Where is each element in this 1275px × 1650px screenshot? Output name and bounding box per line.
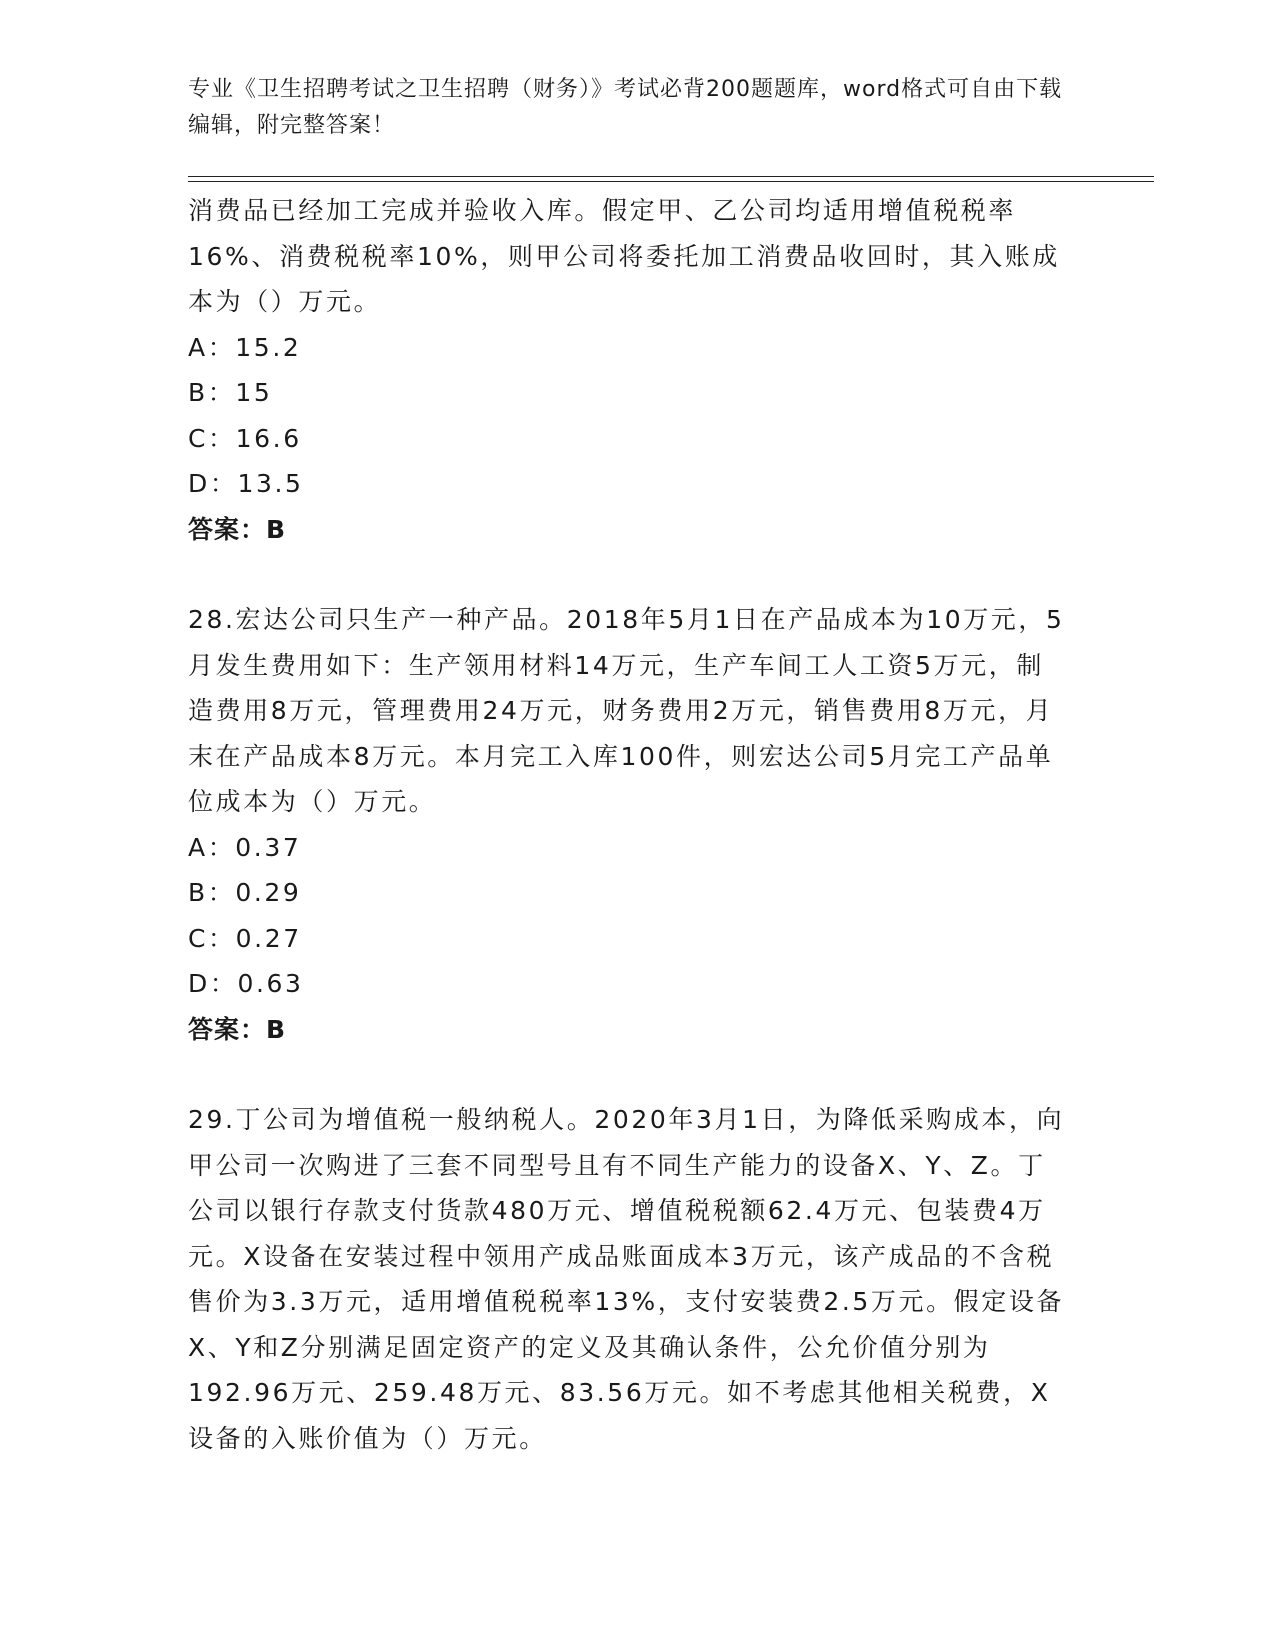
question-27-continued [188, 188, 1068, 552]
question-stem: 消费品已经加工完成并验收入库。假定甲、乙公司均适用增值税税率16%、消费税税率10%，则甲公司将委托加工消费品收回时，其入账成本为（）万元。 [188, 196, 1060, 316]
option-d: D：0.63 [188, 969, 304, 998]
option-d: D：13.5 [188, 469, 304, 498]
option-a: A：0.37 [188, 832, 302, 862]
spacer [188, 552, 1068, 597]
header-divider-thick [188, 176, 1154, 177]
question-stem: 29.丁公司为增值税一般纳税人。2020年3月1日，为降低采购成本，向甲公司一次购进了三套不同型号且有不同生产能力的设备X、Y、Z。丁公司以银行存款支付货款480万元、增值税税额62.4万元、包装费4万元。X设备在安装过程中领用产成品账面成本3万元，该产成品的不含税售价为3.3万元，适用增值税税率13%，支付安装费2.5万元。假定设备X、Y和Z分别满足固定资产的定义及其确认条件，公允价值分别为192.96万元、259.48万元、83.56万元。如不考虑其他相关税费，X设备的入账价值为（）万元。 [188, 1105, 1065, 1453]
option-c: C：16.6 [188, 423, 302, 453]
question-29 [188, 1097, 1068, 1461]
option-b: B：15 [188, 378, 273, 407]
option-a: A：15.2 [188, 332, 302, 362]
document-header: 专业《卫生招聘考试之卫生招聘（财务）》考试必背200题题库，word格式可自由下载编辑，附完整答案！ [188, 77, 1063, 138]
question-28 [188, 597, 1068, 1052]
spacer [188, 1052, 1068, 1097]
option-c: C：0.27 [188, 923, 302, 953]
answer-line: 答案：B [188, 1014, 287, 1044]
header-divider-thin [188, 181, 1154, 182]
answer-line: 答案：B [188, 514, 287, 544]
document-body [188, 188, 1068, 1461]
question-stem: 28.宏达公司只生产一种产品。2018年5月1日在产品成本为10万元，5月发生费用如下：生产领用材料14万元，生产车间工人工资5万元，制造费用8万元，管理费用24万元，财务费用2万元，销售费用8万元，月末在产品成本8万元。本月完工入库100件，则宏达公司5月完工产品单位成本为（）万元。 [188, 605, 1065, 816]
option-b: B：0.29 [188, 878, 302, 907]
